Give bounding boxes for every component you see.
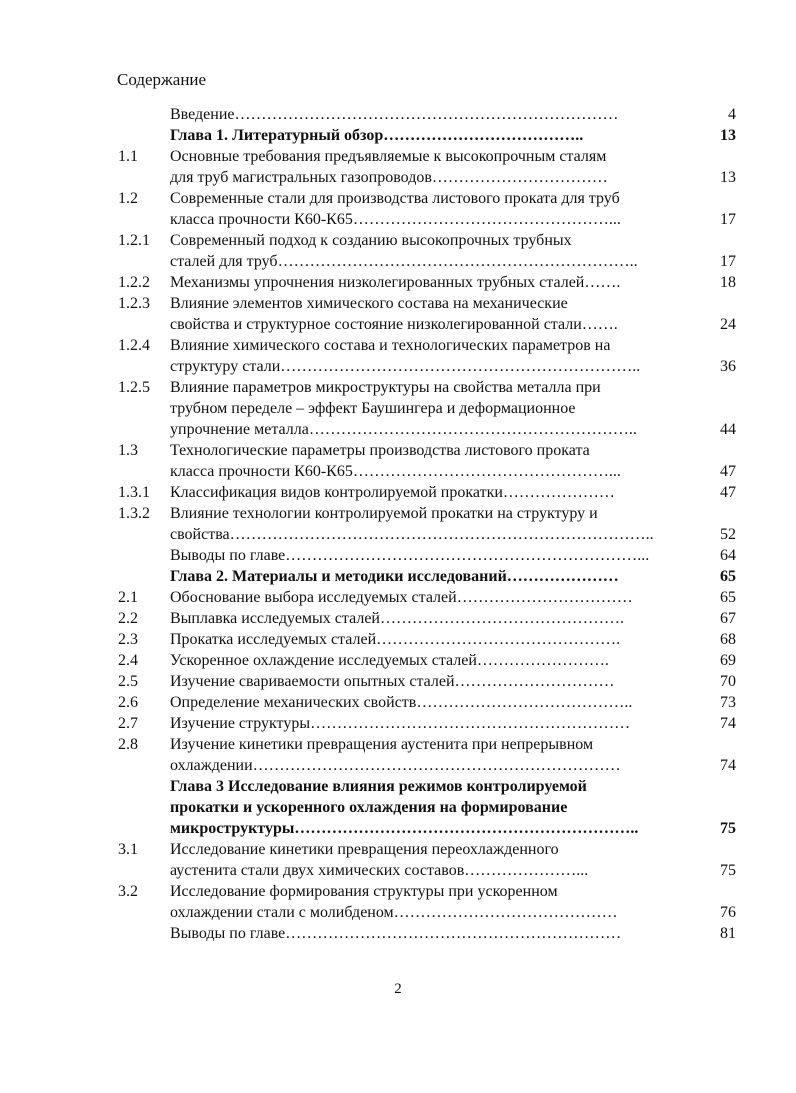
page-reference: 73 [720,694,736,711]
toc-row [0,881,796,902]
page-reference: 65 [720,589,736,606]
toc-row [0,524,796,545]
page-reference: 52 [720,526,736,543]
toc-row [0,146,796,167]
section-number: 1.2.2 [118,274,150,291]
toc-row [0,587,796,608]
page-reference: 69 [720,652,736,669]
toc-row [0,818,796,839]
section-number: 1.2.4 [118,337,150,354]
section-title: Обоснование выбора исследуемых сталей…………………………… [170,589,633,606]
section-title: трубном переделе – эффект Баушингера и деформационное [170,400,576,417]
section-number: 2.7 [118,715,138,732]
section-title: охлаждении стали с молибденом…………………………………… [170,904,618,921]
toc-row [0,461,796,482]
section-title: прокатки и ускоренного охлаждения на формирование [170,799,568,816]
section-number: 2.1 [118,589,138,606]
section-title: Выплавка исследуемых сталей………………………………………. [170,610,624,627]
section-title: класса прочности К60-К65…………………………………………... [170,463,621,480]
section-title: свойства…………………………………………………………………….. [170,526,654,543]
section-title: Прокатка исследуемых сталей………………………………………. [170,631,621,648]
section-title: Изучение структуры…………………………………………………… [170,715,631,732]
section-number: 2.8 [118,736,138,753]
toc-row [0,671,796,692]
toc-row [0,209,796,230]
section-title: Влияние элементов химического состава на механические [170,295,568,312]
section-title: класса прочности К60-К65…………………………………………... [170,211,621,228]
section-title: Глава 2. Материалы и методики исследований………………… [170,568,619,585]
section-title: свойства и структурное состояние низколегированной стали……. [170,316,618,333]
toc-row [0,356,796,377]
contents-heading: Содержание [117,70,207,89]
toc-row [0,398,796,419]
toc-row [0,776,796,797]
toc-row [0,692,796,713]
section-title: Глава 3 Исследование влияния режимов контролируемой [170,778,587,795]
section-title: Выводы по главе……………………………………………………… [170,925,622,942]
toc-row [0,797,796,818]
page-reference: 17 [720,253,736,270]
section-title: охлаждении…………………………………………………………… [170,757,621,774]
page-reference: 75 [720,862,736,879]
section-number: 1.1 [118,148,138,165]
page-reference: 24 [720,316,736,333]
section-title: Классификация видов контролируемой прокатки………………… [170,484,615,501]
toc-row [0,629,796,650]
section-title: Влияние параметров микроструктуры на свойства металла при [170,379,601,396]
page-reference: 68 [720,631,736,648]
section-title: Изучение кинетики превращения аустенита при непрерывном [170,736,594,753]
section-title: Глава 1. Литературный обзор……………………………….. [170,127,584,144]
section-title: Исследование кинетики превращения переохлажденного [170,841,559,858]
section-title: аустенита стали двух химических составов…………………... [170,862,589,879]
toc-row [0,104,796,125]
page-reference: 64 [720,547,736,564]
section-title: Исследование формирования структуры при ускоренном [170,883,558,900]
page-reference: 74 [720,757,736,774]
toc-row [0,650,796,671]
page-reference: 75 [720,820,736,837]
toc-row [0,230,796,251]
section-title: Основные требования предъявляемые к высокопрочным сталям [170,148,607,165]
section-number: 2.4 [118,652,138,669]
toc-row [0,608,796,629]
page-reference: 65 [720,568,736,585]
section-title: структуру стали………………………………………………………….. [170,358,641,375]
table-of-contents [0,104,796,944]
toc-row [0,482,796,503]
toc-row [0,377,796,398]
section-title: для труб магистральных газопроводов…………………………… [170,169,608,186]
section-number: 1.3 [118,442,138,459]
section-title: Современный подход к созданию высокопрочных трубных [170,232,572,249]
section-title: Выводы по главе…………………………………………………………... [170,547,650,564]
section-title: Механизмы упрочнения низколегированных трубных сталей……. [170,274,621,291]
section-title: Влияние химического состава и технологических параметров на [170,337,611,354]
section-number: 3.2 [118,883,138,900]
section-number: 2.2 [118,610,138,627]
page-reference: 76 [720,904,736,921]
page-reference: 74 [720,715,736,732]
page-reference: 36 [720,358,736,375]
page-reference: 47 [720,463,736,480]
page-number: 2 [394,981,402,997]
page-reference: 81 [720,925,736,942]
toc-row [0,314,796,335]
toc-row [0,251,796,272]
section-title: Технологические параметры производства листового проката [170,442,590,459]
toc-row [0,860,796,881]
page-reference: 17 [720,211,736,228]
toc-row [0,566,796,587]
section-title: Определение механических свойств………………………………….. [170,694,633,711]
section-title: Современные стали для производства листового проката для труб [170,190,620,207]
section-number: 1.2.5 [118,379,150,396]
toc-row [0,902,796,923]
toc-row [0,713,796,734]
page-reference: 13 [720,169,736,186]
toc-row [0,188,796,209]
section-title: Ускоренное охлаждение исследуемых сталей……………………. [170,652,609,669]
toc-row [0,272,796,293]
section-number: 3.1 [118,841,138,858]
toc-row [0,755,796,776]
page-reference: 13 [720,127,736,144]
section-number: 2.5 [118,673,138,690]
section-title: сталей для труб………………………………………………………….. [170,253,638,270]
page-reference: 44 [720,421,736,438]
toc-row [0,503,796,524]
toc-row [0,734,796,755]
page-reference: 18 [720,274,736,291]
toc-row [0,923,796,944]
section-number: 1.3.1 [118,484,150,501]
page-reference: 70 [720,673,736,690]
toc-row [0,335,796,356]
page-reference: 47 [720,484,736,501]
section-number: 1.3.2 [118,505,150,522]
toc-row [0,419,796,440]
toc-row [0,167,796,188]
page-reference: 67 [720,610,736,627]
toc-row [0,440,796,461]
page-reference: 4 [728,106,736,123]
section-title: Введение……………………………………………………………… [170,106,619,123]
section-title: микроструктуры……………………………………………………….. [170,820,639,837]
section-number: 2.6 [118,694,138,711]
section-title: Изучение свариваемости опытных сталей………………………… [170,673,615,690]
section-title: упрочнение металла…………………………………………………….. [170,421,637,438]
toc-row [0,545,796,566]
section-number: 1.2.3 [118,295,150,312]
toc-row [0,125,796,146]
toc-row [0,839,796,860]
section-number: 2.3 [118,631,138,648]
section-title: Влияние технологии контролируемой прокатки на структуру и [170,505,598,522]
section-number: 1.2.1 [118,232,150,249]
toc-row [0,293,796,314]
section-number: 1.2 [118,190,138,207]
